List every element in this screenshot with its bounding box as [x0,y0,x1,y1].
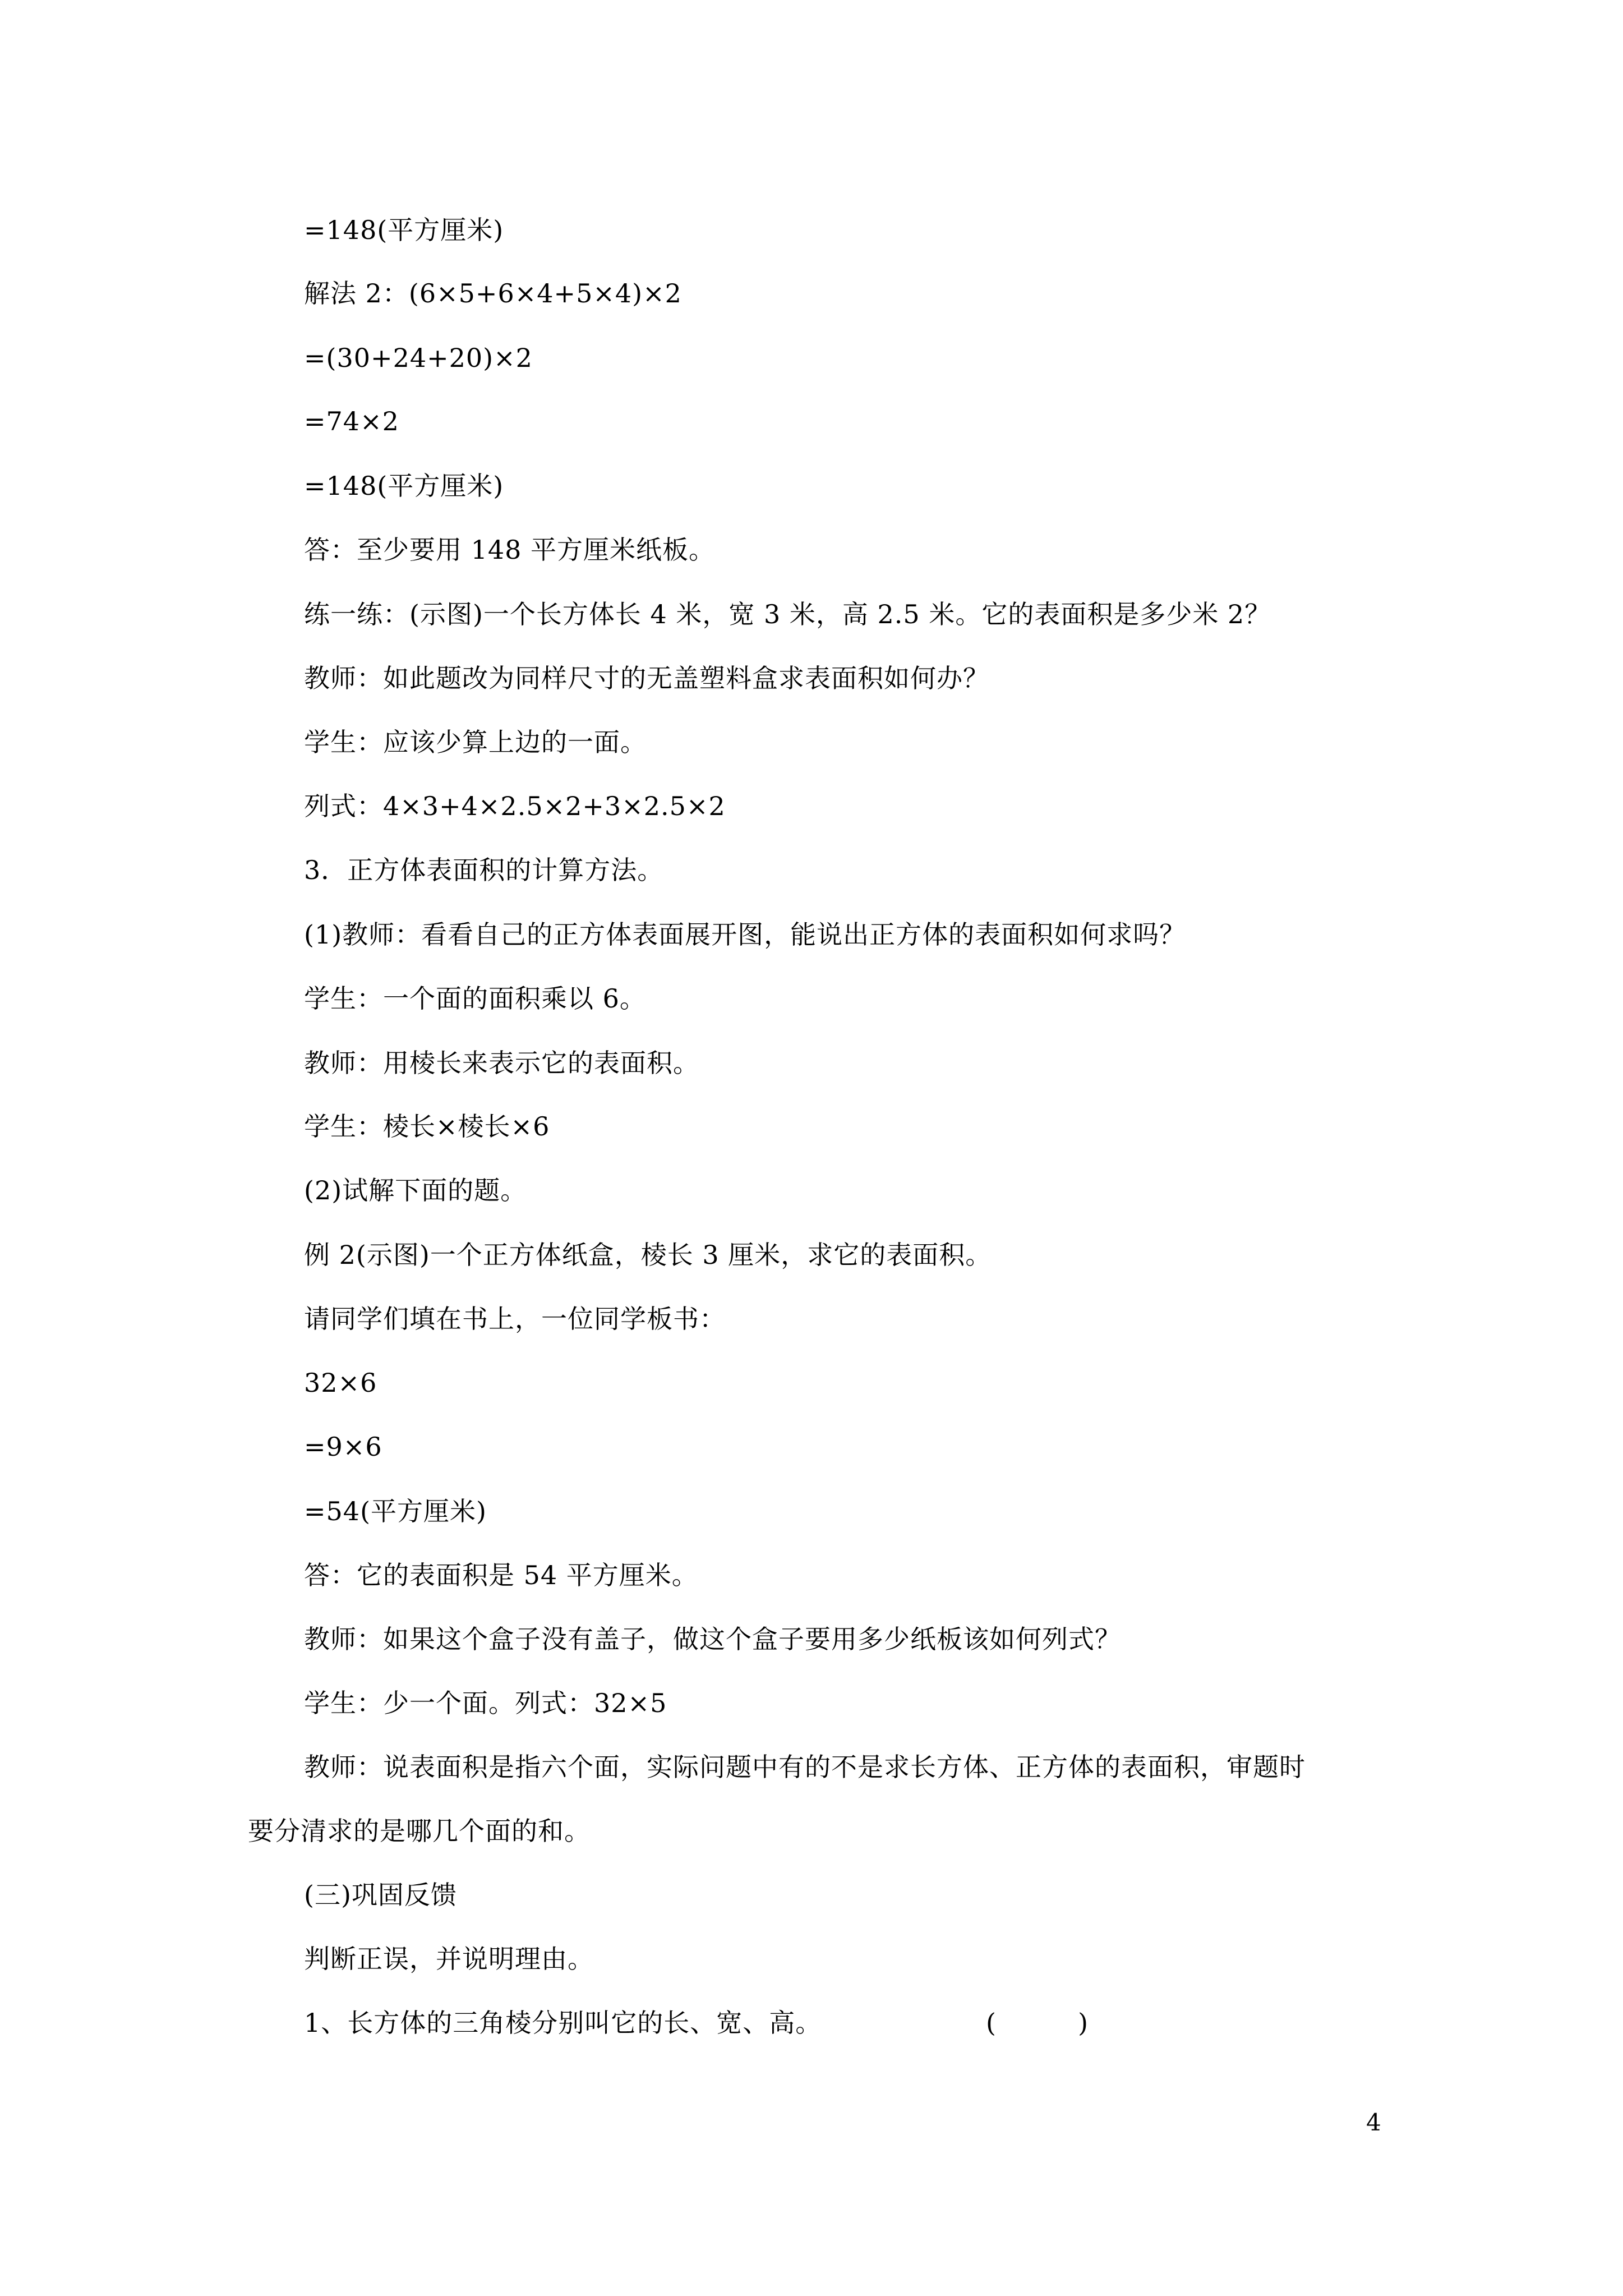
text-line: 学生：应该少算上边的一面。 [304,727,647,757]
text-line: 请同学们填在书上，一位同学板书： [304,1304,726,1334]
text-line: (三)巩固反馈 [304,1880,457,1910]
answer-blank: ( ) [986,2008,1089,2038]
text-line: =148(平方厘米) [304,471,504,501]
text-line: 学生：一个面的面积乘以 6。 [304,983,646,1014]
text-line: =9×6 [304,1432,382,1462]
text-line: =54(平方厘米) [304,1496,487,1526]
text-line: (1)教师：看看自己的正方体表面展开图，能说出正方体的表面积如何求吗？ [304,919,1186,950]
text-line: 教师：用棱长来表示它的表面积。 [304,1048,699,1078]
text-line: 1、长方体的三角棱分别叫它的长、宽、高。 [304,2008,822,2038]
text-line: (2)试解下面的题。 [304,1175,527,1205]
text-line: 答：至少要用 148 平方厘米纸板。 [304,535,716,565]
text-line: 3．正方体表面积的计算方法。 [304,855,664,885]
text-line: 答：它的表面积是 54 平方厘米。 [304,1560,698,1590]
text-line: 教师：如此题改为同样尺寸的无盖塑料盒求表面积如何办？ [304,663,989,693]
text-line: 练一练：(示图)一个长方体长 4 米，宽 3 米，高 2.5 米。它的表面积是多少米 2？ [304,599,1271,629]
text-line: 列式：4×3+4×2.5×2+3×2.5×2 [304,791,726,821]
text-line: 教师：说表面积是指六个面，实际问题中有的不是求长方体、正方体的表面积，审题时 [304,1752,1306,1782]
text-line: 学生：棱长×棱长×6 [304,1111,550,1142]
text-line: 判断正误，并说明理由。 [304,1944,594,1974]
text-line: =148(平方厘米) [304,215,504,245]
text-line: 32×6 [304,1368,377,1398]
text-line: 教师：如果这个盒子没有盖子，做这个盒子要用多少纸板该如何列式？ [304,1624,1121,1654]
text-line: 学生：少一个面。列式：32×5 [304,1688,667,1718]
text-line: 例 2(示图)一个正方体纸盒，棱长 3 厘米，求它的表面积。 [304,1240,992,1270]
text-line: =(30+24+20)×2 [304,343,533,373]
text-line: 解法 2：(6×5+6×4+5×4)×2 [304,278,682,309]
text-line: =74×2 [304,406,399,436]
text-line: 要分清求的是哪几个面的和。 [248,1816,591,1846]
page-number: 4 [1366,2109,1381,2136]
